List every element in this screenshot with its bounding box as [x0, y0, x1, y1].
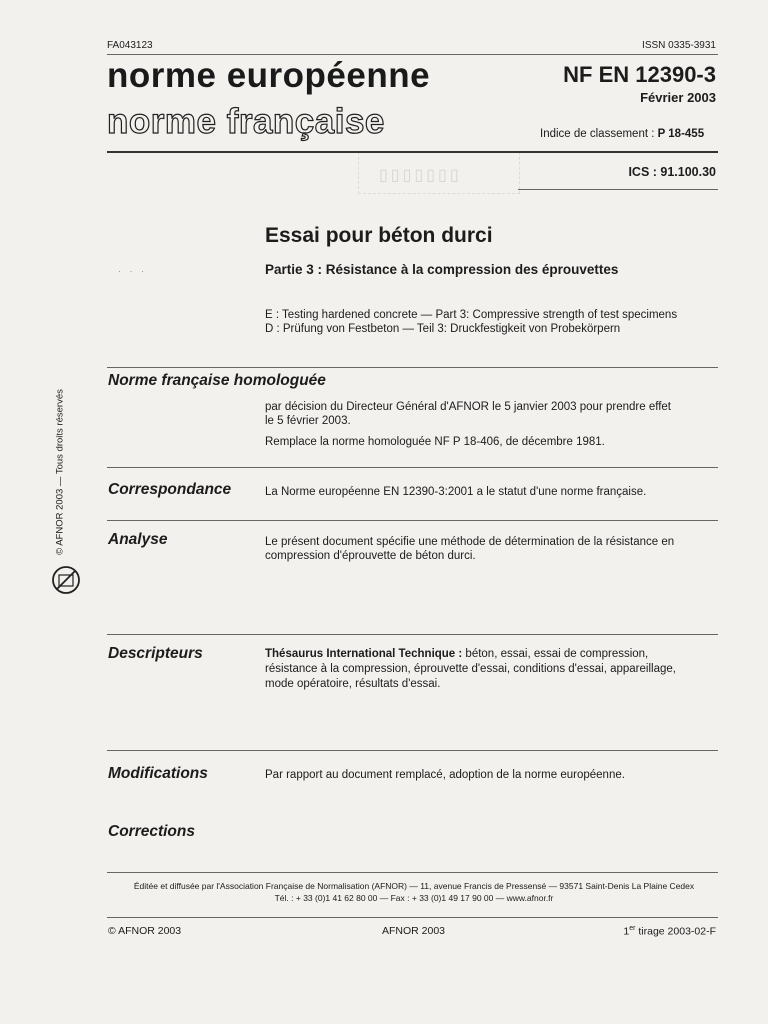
descripteurs-line1: [265, 647, 720, 662]
classement-label: Indice de classement :: [540, 128, 655, 140]
descripteurs-keywords: béton, essai, essai de compression,: [462, 648, 649, 660]
heading-analyse: Analyse: [108, 531, 168, 548]
modifications-text: Par rapport au document remplacé, adoption de la norme européenne.: [265, 769, 625, 781]
edition-superscript: er: [629, 925, 636, 932]
heading-homologuee: Norme française homologuée: [108, 372, 326, 389]
homologuee-line2: le 5 février 2003.: [265, 415, 351, 427]
publication-date: Février 2003: [640, 90, 716, 105]
issn: ISSN 0335-3931: [642, 40, 716, 51]
analyse-line2: compression d'éprouvette de béton durci.: [265, 550, 476, 562]
section-rule: [107, 520, 718, 521]
publisher-contact: Tél. : + 33 (0)1 41 62 80 00 — Fax : + 33 (0)1 49 17 90 00 — www.afnor.fr: [274, 893, 554, 903]
section-rule: [107, 750, 718, 751]
header-rule: [107, 54, 718, 55]
publisher-line: Éditée et diffusée par l'Association Française de Normalisation (AFNOR) — 11, avenue Francis de Pressensé — 93571 Saint-Denis La Plaine Cedex: [133, 881, 695, 891]
title-norme-francaise: norme française: [107, 102, 385, 141]
section-rule: [107, 467, 718, 468]
heading-corrections: Corrections: [108, 823, 195, 840]
document-title: Essai pour béton durci: [265, 224, 493, 247]
thesaurus-label: Thésaurus International Technique :: [265, 648, 463, 660]
ics-rule: [518, 189, 718, 190]
classement-index: [540, 128, 704, 140]
homologuee-replaces: Remplace la norme homologuée NF P 18-406, de décembre 1981.: [265, 436, 605, 448]
document-subtitle: Partie 3 : Résistance à la compression des éprouvettes: [265, 262, 619, 277]
correspondance-text: La Norme européenne EN 12390-3:2001 a le statut d'une norme française.: [265, 486, 647, 498]
section-rule: [107, 634, 718, 635]
document-ref: FA043123: [107, 40, 153, 51]
scan-specks: · · ·: [118, 266, 147, 276]
footer-copyright: © AFNOR 2003: [108, 925, 182, 937]
translation-german: D : Prüfung von Festbeton — Teil 3: Druckfestigkeit von Probekörpern: [265, 323, 621, 335]
section-rule: [107, 367, 718, 368]
homologuee-line1: par décision du Directeur Général d'AFNOR le 5 janvier 2003 pour prendre effet: [265, 401, 671, 413]
faded-stamp: ▯▯▯▯▯▯▯: [358, 152, 520, 194]
translation-english: E : Testing hardened concrete — Part 3: Compressive strength of test specimens: [265, 309, 678, 321]
ics-code: ICS : 91.100.30: [628, 165, 716, 179]
title-norme-europeenne: norme européenne: [107, 56, 431, 95]
copyright-vertical: © AFNOR 2003 — Tous droits réservés: [54, 389, 66, 555]
header-rule-thick: [107, 151, 718, 153]
heading-modifications: Modifications: [108, 765, 208, 782]
analyse-line1: Le présent document spécifie une méthode de détermination de la résistance en: [265, 536, 675, 548]
footer-rule: [107, 917, 718, 918]
heading-correspondance: Correspondance: [108, 481, 232, 498]
heading-descripteurs: Descripteurs: [108, 645, 203, 662]
edition-text: tirage 2003-02-F: [635, 925, 716, 938]
no-photocopy-icon: [51, 565, 81, 595]
standard-code: NF EN 12390-3: [563, 62, 716, 87]
descripteurs-line2: résistance à la compression, éprouvette d'essai, conditions d'essai, appareillage,: [265, 663, 676, 675]
classement-value: P 18-455: [657, 128, 705, 140]
descripteurs-line3: mode opératoire, résultats d'essai.: [265, 678, 441, 690]
edition-number: 1: [623, 925, 630, 938]
footer-rule: [107, 872, 718, 873]
footer-edition: [623, 925, 716, 938]
footer-center-text: AFNOR 2003: [382, 925, 446, 937]
